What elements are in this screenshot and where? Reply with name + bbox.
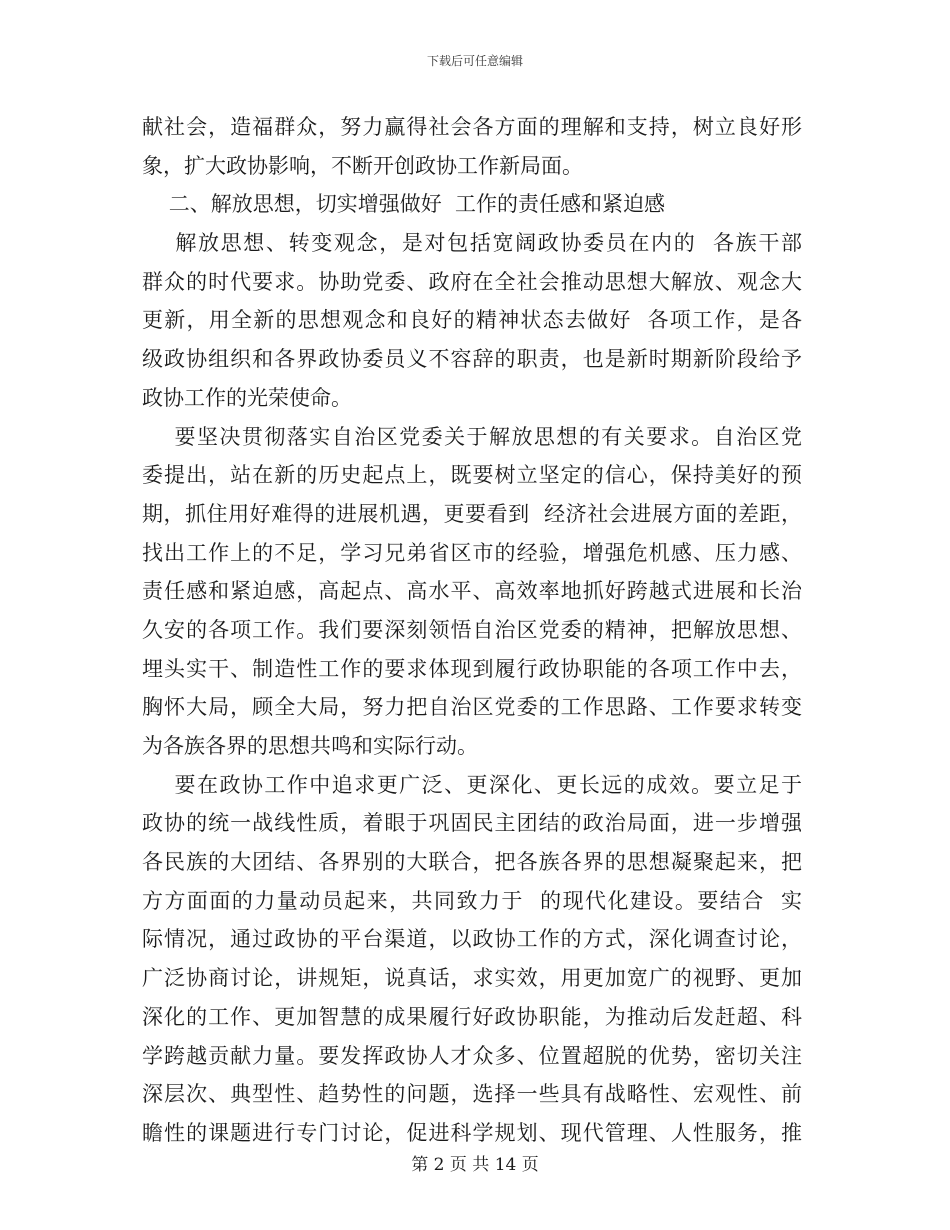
text-line: 群众的时代要求。协助党委、政府在全社会推动思想大解放、观念大 [142, 269, 802, 294]
text-line: 更新，用全新的思想观念和良好的精神状态去做好 各项工作，是各 [142, 308, 802, 333]
text-line: 政协工作的光荣使命。 [142, 385, 352, 410]
text-line: 解放思想、转变观念，是对包括宽阔政协委员在内的 各族干部 [142, 231, 802, 256]
document-body [142, 108, 802, 1153]
text-line: 学跨越贡献力量。要发挥政协人才众多、位置超脱的优势，密切关注 [142, 1043, 802, 1068]
text-line: 期，抓住用好难得的进展机遇，更要看到 经济社会进展方面的差距， [142, 501, 802, 526]
page-number-footer: 第 2 页 共 14 页 [411, 1155, 539, 1175]
text-line: 要坚决贯彻落实自治区党委关于解放思想的有关要求。自治区党 [142, 424, 802, 449]
text-line: 广泛协商讨论，讲规矩，说真话，求实效，用更加宽广的视野、更加 [142, 966, 802, 991]
text-line: 久安的各项工作。我们要深刻领悟自治区党委的精神，把解放思想、 [142, 617, 802, 642]
text-line: 象，扩大政协影响，不断开创政协工作新局面。 [142, 153, 583, 178]
text-line: 要在政协工作中追求更广泛、更深化、更长远的成效。要立足于 [142, 772, 802, 797]
text-line: 献社会，造福群众，努力赢得社会各方面的理解和支持，树立良好形 [142, 115, 802, 139]
text-line: 方方面面的力量动员起来，共同致力于 的现代化建设。要结合 实 [142, 888, 802, 913]
text-line: 深层次、典型性、趋势性的问题，选择一些具有战略性、宏观性、前 [142, 1082, 802, 1107]
text-line: 瞻性的课题进行专门讨论，促进科学规划、现代管理、人性服务，推 [142, 1120, 802, 1145]
text-line: 委提出，站在新的历史起点上，既要树立坚定的信心，保持美好的预 [142, 463, 802, 488]
text-line: 为各族各界的思想共鸣和实际行动。 [142, 734, 478, 758]
text-line: 际情况，通过政协的平台渠道，以政协工作的方式，深化调查讨论， [142, 927, 802, 952]
page-header: 下载后可任意编辑 [426, 54, 523, 68]
text-line: 各民族的大团结、各界别的大联合，把各族各界的思想凝聚起来，把 [142, 850, 802, 875]
text-line: 深化的工作、更加智慧的成果履行好政协职能，为推动后发赶超、科 [142, 1004, 802, 1029]
text-line: 找出工作上的不足，学习兄弟省区市的经验，增强危机感、压力感、 [142, 540, 802, 565]
text-line: 埋头实干、制造性工作的要求体现到履行政协职能的各项工作中去， [142, 656, 802, 681]
text-line: 级政协组织和各界政协委员义不容辞的职责，也是新时期新阶段给予 [142, 347, 802, 372]
text-line: 政协的统一战线性质，着眼于巩固民主团结的政治局面，进一步增强 [142, 811, 802, 836]
text-line: 二、解放思想，切实增强做好 工作的责任感和紧迫感 [142, 192, 666, 217]
text-line: 胸怀大局，顾全大局，努力把自治区党委的工作思路、工作要求转变 [142, 695, 802, 720]
text-line: 责任感和紧迫感，高起点、高水平、高效率地抓好跨越式进展和长治 [142, 579, 802, 604]
